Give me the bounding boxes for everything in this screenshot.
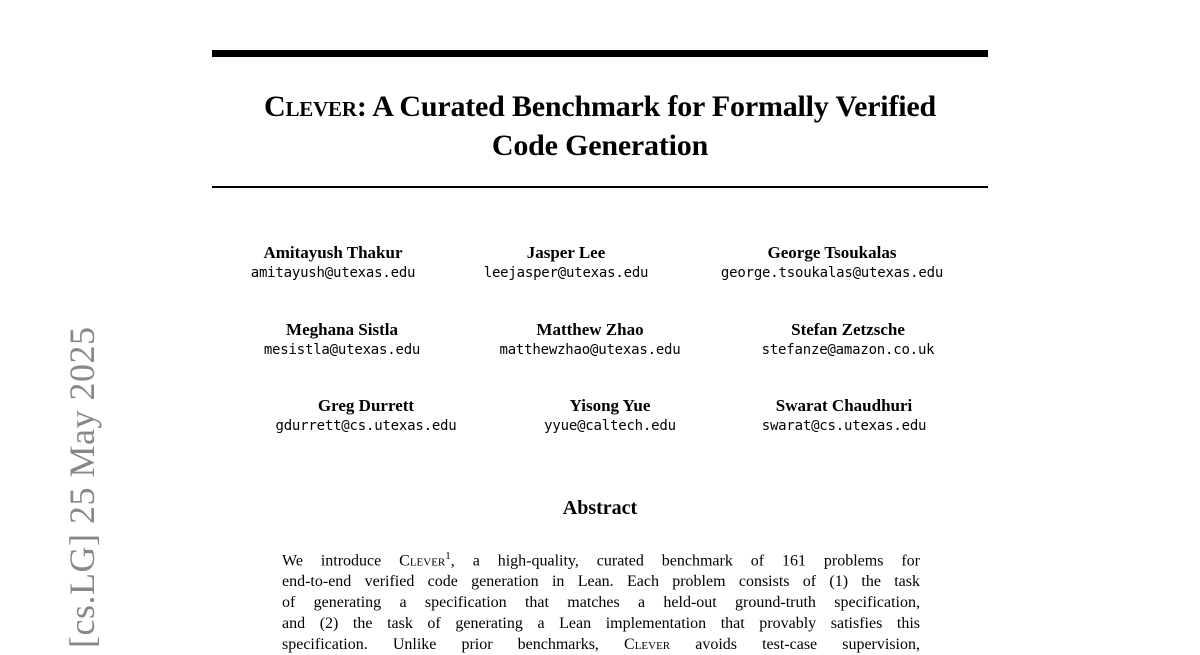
author-email: yyue@caltech.edu [544,418,676,434]
author-email: george.tsoukalas@utexas.edu [720,265,944,281]
title-bottom-rule [212,186,988,188]
abstract-text-run: specification. Unlike prior benchmarks, [282,636,625,654]
author-block [251,243,416,283]
abstract-line: end-to-end verified code generation in Lean. Each problem consists of (1) the task [282,573,920,591]
abstract-line [282,546,920,571]
author-email: matthewzhao@utexas.edu [499,342,681,358]
title-line2: Code Generation [491,129,709,162]
abstract-text-run: , a high-quality, curated benchmark of 161 problems for [450,552,920,570]
benchmark-name: Clever [399,552,446,570]
abstract-line [282,634,920,655]
author-email: swarat@cs.utexas.edu [761,418,927,434]
author-name: Meghana Sistla [286,320,398,339]
author-name: Swarat Chaudhuri [775,396,913,415]
paper-title [212,87,988,165]
footnote-marker: 1 [445,550,451,562]
author-block [721,243,943,283]
author-name: Amitayush Thakur [263,243,403,262]
author-name: Yisong Yue [569,396,651,415]
author-block [264,320,420,360]
abstract-text-run: We introduce [282,552,400,570]
author-name: Jasper Lee [526,243,606,262]
author-block [275,396,456,436]
author-email: amitayush@utexas.edu [250,265,416,281]
abstract-line: of generating a specification that matches a held-out ground-truth specification, [282,594,920,612]
title-line1-rest: : A Curated Benchmark for Formally Verified [356,90,936,123]
author-email: mesistla@utexas.edu [263,342,421,358]
author-name: Greg Durrett [317,396,415,415]
author-block [544,396,676,436]
author-email: stefanze@amazon.co.uk [761,342,935,358]
author-email: gdurrett@cs.utexas.edu [275,418,457,434]
title-benchmark-name: Clever [264,90,357,123]
abstract-text-run: avoids test-case supervision, [670,636,920,654]
title-top-rule [212,50,988,57]
author-block [762,320,935,360]
benchmark-name: Clever [624,636,671,654]
author-block [762,396,927,436]
author-block [499,320,680,360]
author-name: Stefan Zetzsche [791,320,905,339]
author-block [484,243,649,283]
arxiv-identifier-stamp: [cs.LG] 25 May 2025 [62,326,102,648]
author-email: leejasper@utexas.edu [483,265,649,281]
abstract-heading: Abstract [562,497,638,519]
abstract-text [282,546,920,655]
author-name: Matthew Zhao [536,320,644,339]
author-name: George Tsoukalas [767,243,897,262]
abstract-line: and (2) the task of generating a Lean implementation that provably satisfies this [282,615,920,633]
